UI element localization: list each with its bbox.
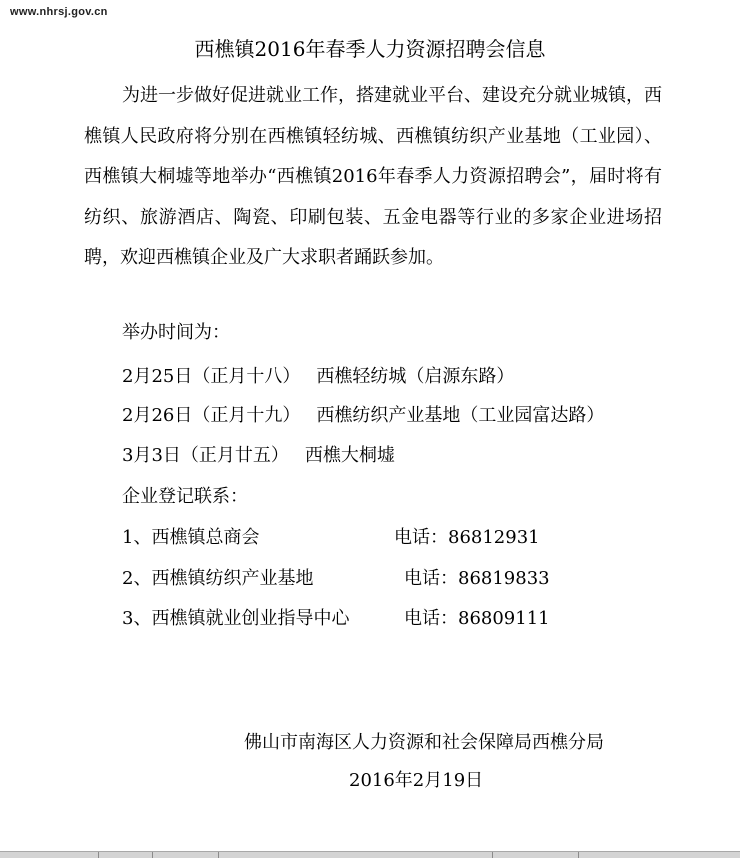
contact-phone: 电话：86819833	[404, 568, 550, 589]
signature-org: 佛山市南海区人力资源和社会保障局西樵分局	[244, 732, 604, 753]
schedule-date: 2月26日（正月十九）	[122, 405, 301, 426]
schedule-item	[122, 443, 395, 469]
intro-paragraph: 为进一步做好促进就业工作，搭建就业平台、建设充分就业城镇，西樵镇人民政府将分别在西樵镇轻纺城、西樵镇纺织产业基地（工业园）、西樵镇大桐墟等地举办“西樵镇2016年春季人力资源招聘会”，届时将有纺织、旅游酒店、陶瓷、印刷包装、五金电器等行业的多家企业进场招聘，欢迎西樵镇企业及广大求职者踊跃参加。	[84, 85, 662, 268]
contact-name: 3、西樵镇就业创业指导中心	[122, 608, 350, 629]
scrollbar-divider	[152, 852, 153, 858]
schedule-item	[122, 364, 514, 390]
schedule-place: 西樵轻纺城（启源东路）	[316, 366, 515, 387]
site-url: www.nhrsj.gov.cn	[10, 6, 108, 18]
scrollbar-divider	[578, 852, 579, 858]
scrollbar-divider	[218, 852, 219, 858]
schedule-date: 2月25日（正月十八）	[122, 366, 301, 387]
schedule-place: 西樵大桐墟	[304, 445, 395, 466]
contact-name: 2、西樵镇纺织产业基地	[122, 568, 314, 589]
schedule-heading: 举办时间为：	[122, 322, 230, 343]
horizontal-scrollbar[interactable]	[0, 851, 740, 858]
scrollbar-divider	[98, 852, 99, 858]
contact-phone: 电话：86809111	[404, 608, 550, 629]
scrollbar-divider	[492, 852, 493, 858]
schedule-place: 西樵纺织产业基地（工业园富达路）	[316, 405, 605, 426]
contact-name: 1、西樵镇总商会	[122, 527, 260, 548]
page-title: 西樵镇2016年春季人力资源招聘会信息	[194, 37, 546, 61]
schedule-item	[122, 403, 604, 429]
signature-date: 2016年2月19日	[349, 770, 484, 791]
schedule-date: 3月3日（正月廿五）	[122, 445, 289, 466]
contact-phone: 电话：86812931	[394, 527, 540, 548]
contacts-heading: 企业登记联系：	[122, 486, 248, 507]
